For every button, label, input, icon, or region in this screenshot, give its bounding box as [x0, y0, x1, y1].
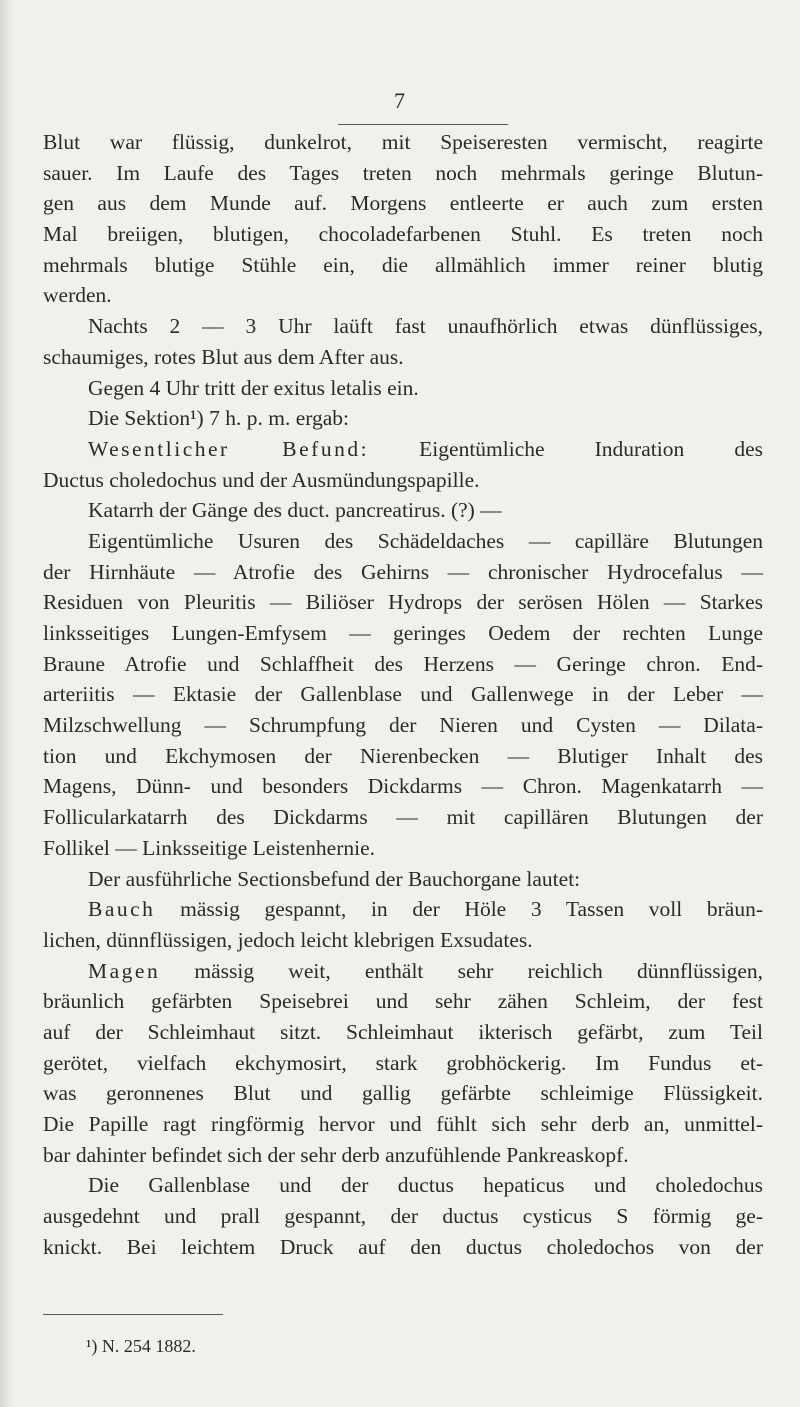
- footnote: ¹) N. 254 1882.: [86, 1336, 196, 1356]
- text-line: mehrmals blutige Stühle ein, die allmählich immer reiner blutig: [43, 252, 763, 277]
- text-line: Eigentümliche Usuren des Schädeldaches — capilläre Blutungen: [88, 528, 763, 553]
- text-line: Follicularkatarrh des Dickdarms — mit capillären Blutungen der: [43, 805, 763, 830]
- text-line: Follikel — Linksseitige Leistenhernie.: [43, 835, 375, 860]
- page-number: 7: [394, 88, 406, 113]
- footnote-rule: [43, 1314, 223, 1315]
- line-text: Eigentümliche Induration des: [369, 436, 763, 461]
- text-line: Die Papille ragt ringförmig hervor und fühlt sich sehr derb an, unmittel-: [43, 1112, 763, 1136]
- spaced-heading: Bauch: [88, 897, 156, 922]
- text-line: der Hirnhäute — Atrofie des Gehirns — chronischer Hydrocefalus —: [43, 559, 763, 584]
- text-line: Mal breiigen, blutigen, chocoladefarbenen Stuhl. Es treten noch: [43, 222, 763, 247]
- text-line: Blut war flüssig, dunkelrot, mit Speiseresten vermischt, reagirte: [43, 130, 763, 154]
- header-rule: [338, 124, 508, 125]
- text-line: tion und Ekchymosen der Nierenbecken — Blutiger Inhalt des: [43, 743, 763, 768]
- spaced-heading: Magen: [88, 958, 161, 983]
- text-line: knickt. Bei leichtem Druck auf den ductus choledochos von der: [43, 1234, 763, 1259]
- text-line: was geronnenes Blut und gallig gefärbte schleimige Flüssigkeit.: [43, 1081, 763, 1106]
- text-line: Milzschwellung — Schrumpfung der Nieren und Cysten — Dilata-: [43, 713, 763, 738]
- text-line: Katarrh der Gänge des duct. pancreatirus. (?) —: [88, 498, 502, 523]
- line-text: mässig gespannt, in der Höle 3 Tassen voll bräun-: [155, 897, 763, 922]
- text-line: Der ausführliche Sectionsbefund der Bauchorgane lautet:: [88, 866, 581, 891]
- text-line: auf der Schleimhaut sitzt. Schleimhaut ikterisch gefärbt, zum Teil: [43, 1019, 763, 1044]
- text-line: Residuen von Pleuritis — Biliöser Hydrops der serösen Hölen — Starkes: [43, 590, 763, 615]
- spaced-heading: Wesentlicher Befund:: [88, 436, 370, 461]
- text-line: arteriitis — Ektasie der Gallenblase und Gallenwege in der Leber —: [43, 682, 763, 707]
- text-line: Die Gallenblase und der ductus hepaticus und choledochus: [88, 1173, 763, 1198]
- text-line: linksseitiges Lungen-Emfysem — geringes Oedem der rechten Lunge: [43, 621, 763, 645]
- text-line: werden.: [43, 283, 112, 308]
- text-line: lichen, dünnflüssigen, jedoch leicht klebrigen Exsudates.: [43, 927, 533, 952]
- text-line: Ductus choledochus und der Ausmündungspapille.: [43, 467, 480, 492]
- text-line: [43, 956, 763, 987]
- text-line: bar dahinter befindet sich der sehr derb anzufühlende Pankreaskopf.: [43, 1142, 629, 1167]
- text-line: Magens, Dünn- und besonders Dickdarms — Chron. Magenkatarrh —: [43, 774, 763, 799]
- text-line: gen aus dem Munde auf. Morgens entleerte er auch zum ersten: [43, 191, 763, 216]
- text-line: [43, 894, 763, 925]
- text-line: Gegen 4 Uhr tritt der exitus letalis ein.: [88, 375, 419, 400]
- text-line: Nachts 2 — 3 Uhr laüft fast unaufhörlich etwas dünflüssiges,: [88, 314, 763, 339]
- text-line: ausgedehnt und prall gespannt, der ductus cysticus S förmig ge-: [43, 1204, 763, 1229]
- line-text: mässig weit, enthält sehr reichlich dünnflüssigen,: [160, 958, 763, 983]
- body-text: [43, 127, 763, 1262]
- text-line: schaumiges, rotes Blut aus dem After aus.: [43, 344, 404, 369]
- text-line: Braune Atrofie und Schlaffheit des Herzens — Geringe chron. End-: [43, 651, 763, 676]
- text-line: sauer. Im Laufe des Tages treten noch mehrmals geringe Blutun-: [43, 160, 763, 185]
- text-line: bräunlich gefärbten Speisebrei und sehr zähen Schleim, der fest: [43, 989, 763, 1014]
- text-line: Die Sektion¹) 7 h. p. m. ergab:: [88, 406, 350, 431]
- text-line: gerötet, vielfach ekchymosirt, stark grobhöckerig. Im Fundus et-: [43, 1050, 763, 1075]
- scan-edge-shadow: [0, 0, 14, 1407]
- text-line: [43, 434, 763, 465]
